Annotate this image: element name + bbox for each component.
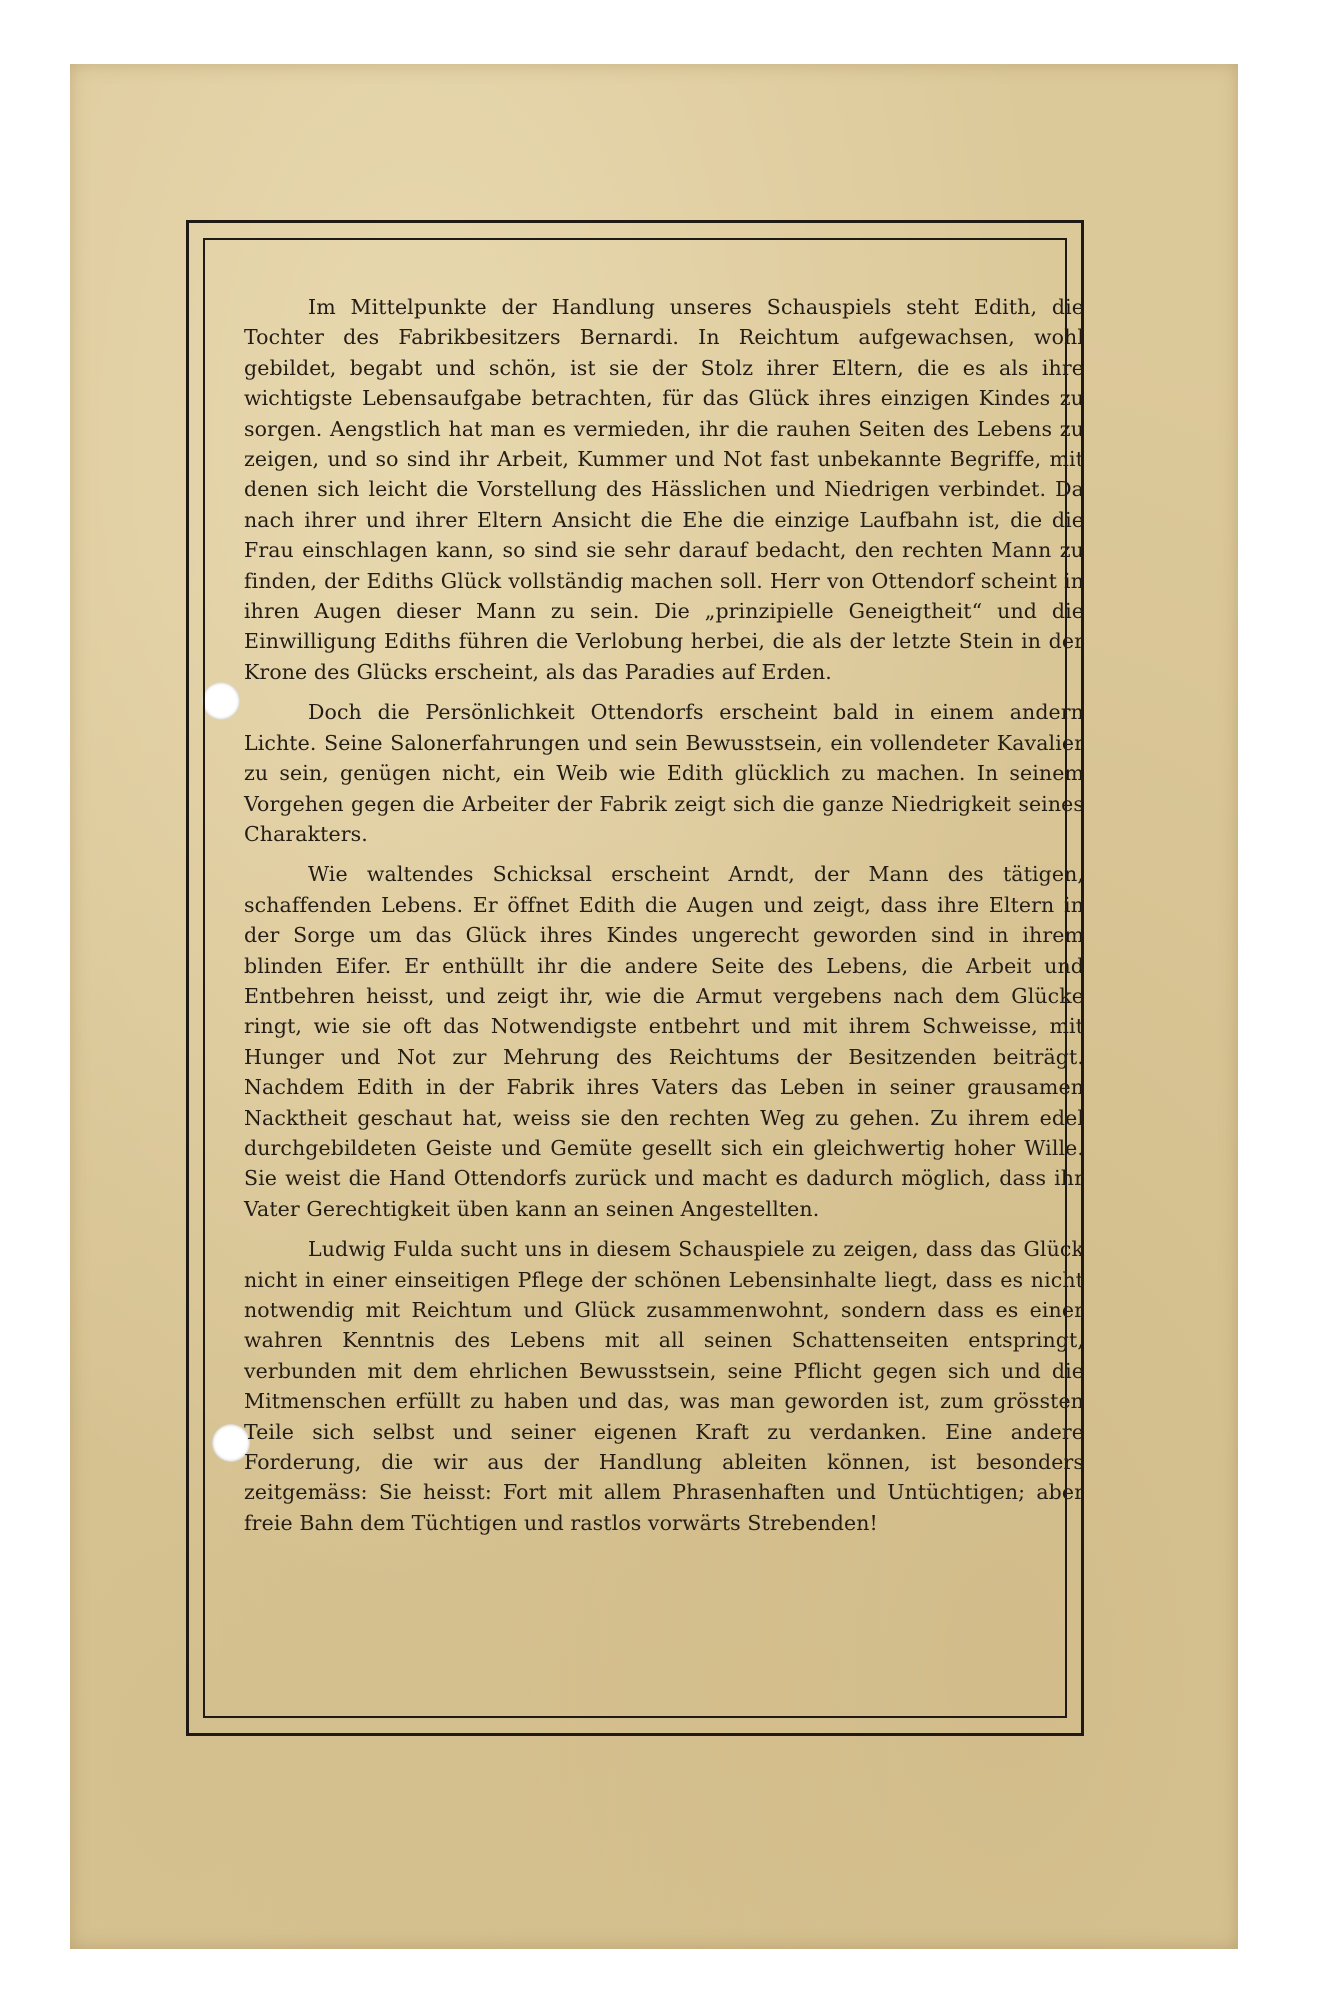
paragraph-4: Ludwig Fulda sucht uns in diesem Schauspiele zu zeigen, dass das Glück nicht in einer einseitigen Pflege der schönen Lebensinhalte liegt, dass es nicht notwendig mit Reichtum und Glück zusammenwohnt, sondern dass es einer wahren Kenntnis des Lebens mit all seinen Schattenseiten entspringt, verbunden mit dem ehrlichen Bewusstsein, seine Pflicht gegen sich und die Mitmenschen erfüllt zu haben und das, was man geworden ist, zum grössten Teile sich selbst und seiner eigenen Kraft zu verdanken. Eine andere Forderung, die wir aus der Handlung ableiten können, ist besonders zeitgemäss: Sie heisst: Fort mit allem Phrasenhaften und Untüchtigen; aber freie Bahn dem Tüchtigen und rastlos vorwärts Strebenden!	[244, 1237, 1084, 1535]
paragraph-3: Wie waltendes Schicksal erscheint Arndt, der Mann des tätigen, schaffenden Lebens. Er öffnet Edith die Augen und zeigt, dass ihre Eltern in der Sorge um das Glück ihres Kindes ungerecht geworden sind in ihrem blinden Eifer. Er enthüllt ihr die andere Seite des Lebens, die Arbeit und Entbehren heisst, und zeigt ihr, wie die Armut vergebens nach dem Glücke ringt, wie sie oft das Notwendigste entbehrt und mit ihrem Schweisse, mit Hunger und Not zur Mehrung des Reichtums der Besitzenden beiträgt. Nachdem Edith in der Fabrik ihres Vaters das Leben in seiner grausamen Nacktheit geschaut hat, weiss sie den rechten Weg zu gehen. Zu ihrem edel durchgebildeten Geiste und Gemüte gesellt sich ein gleichwertig hoher Wille. Sie weist die Hand Ottendorfs zurück und macht es dadurch möglich, dass ihr Vater Gerechtigkeit üben kann an seinen Angestellten.	[244, 862, 1084, 1221]
synopsis-text	[244, 292, 1084, 1538]
paragraph-1: Im Mittelpunkte der Handlung unseres Schauspiels steht Edith, die Tochter des Fabrikbesitzers Bernardi. In Reichtum aufgewachsen, wohl gebildet, begabt und schön, ist sie der Stolz ihrer Eltern, die es als ihre wichtigste Lebensaufgabe betrachten, für das Glück ihres einzigen Kindes zu sorgen. Aengstlich hat man es vermieden, ihr die rauhen Seiten des Lebens zu zeigen, und so sind ihr Arbeit, Kummer und Not fast unbekannte Begriffe, mit denen sich leicht die Vorstellung des Hässlichen und Niedrigen verbindet. Da nach ihrer und ihrer Eltern Ansicht die Ehe die einzige Laufbahn ist, die die Frau einschlagen kann, so sind sie sehr darauf bedacht, den rechten Mann zu finden, der Ediths Glück vollständig machen soll. Herr von Ottendorf scheint in ihren Augen dieser Mann zu sein. Die „prinzipielle Geneigtheit“ und die Einwilligung Ediths führen die Verlobung herbei, die als der letzte Stein in der Krone des Glücks erscheint, als das Paradies auf Erden.	[244, 295, 1084, 684]
paragraph-2: Doch die Persönlichkeit Ottendorfs erscheint bald in einem andern Lichte. Seine Salonerfahrungen und sein Bewusstsein, ein vollendeter Kavalier zu sein, genügen nicht, ein Weib wie Edith glücklich zu machen. In seinem Vorgehen gegen die Arbeiter der Fabrik zeigt sich die ganze Niedrigkeit seines Charakters.	[244, 700, 1084, 846]
